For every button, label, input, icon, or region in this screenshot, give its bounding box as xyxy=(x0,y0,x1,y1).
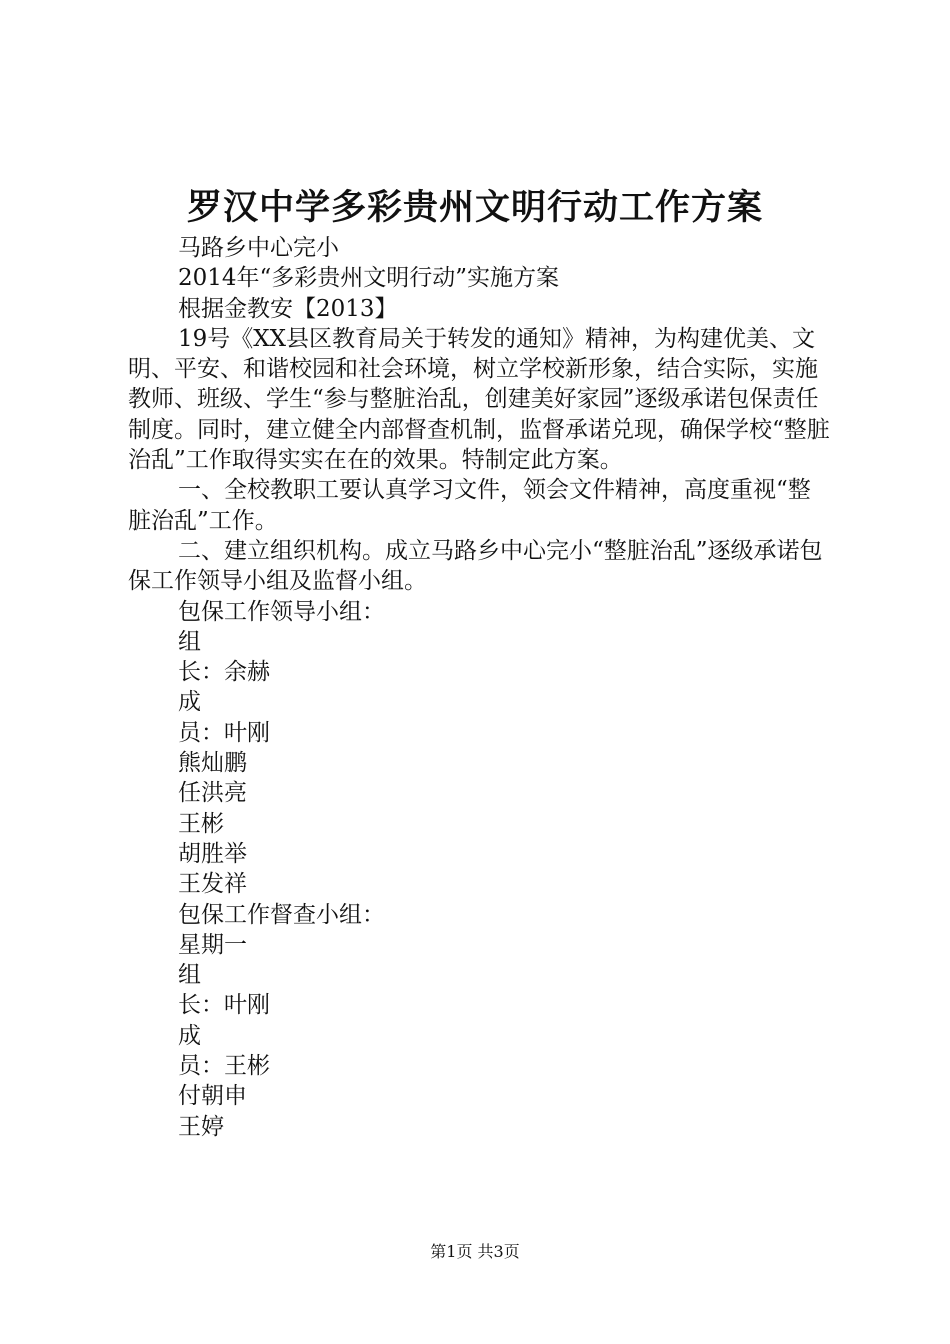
intro-paragraph: 19号《XX县区教育局关于转发的通知》精神，为构建优美、文明、平安、和谐校园和社会环境，树立学校新形象，结合实际，实施教师、班级、学生“参与整脏治乱，创建美好家园”逐级承诺包保责任制度。同时，建立健全内部督查机制，监督承诺兑现，确保学校“整脏治乱”工作取得实实在在的效果。特制定此方案。 xyxy=(128,325,830,474)
leader-group-line: 熊灿鹏 xyxy=(178,750,247,777)
school-name: 马路乡中心完小 xyxy=(178,235,339,261)
leader-group-line: 员：叶刚 xyxy=(178,719,270,746)
leader-group-line: 成 xyxy=(178,689,201,716)
inspect-group-line: 员：王彬 xyxy=(178,1053,270,1080)
section-two: 二、建立组织机构。成立马路乡中心完小“整脏治乱”逐级承诺包保工作领导小组及监督小组。 xyxy=(128,537,823,595)
inspect-group-line: 成 xyxy=(178,1022,201,1049)
leader-group-line: 任洪亮 xyxy=(178,780,247,807)
leader-group-line: 长：余赫 xyxy=(178,659,270,686)
leader-group-heading: 包保工作领导小组： xyxy=(178,598,385,625)
leader-group-line: 组 xyxy=(178,628,201,655)
document-title: 罗汉中学多彩贵州文明行动工作方案 xyxy=(186,187,763,228)
plan-subtitle: 2014年“多彩贵州文明行动”实施方案 xyxy=(178,265,560,292)
leader-group-line: 王发祥 xyxy=(178,871,247,898)
leader-group-line: 王彬 xyxy=(178,810,224,837)
inspect-group-line: 星期一 xyxy=(178,931,247,958)
basis-line: 根据金教安【2013】 xyxy=(178,295,398,322)
inspect-group-line: 长：叶刚 xyxy=(178,992,270,1019)
inspect-group-line: 王婷 xyxy=(178,1113,224,1140)
page-number-footer: 第1页 共3页 xyxy=(430,1242,520,1261)
document-body xyxy=(128,233,833,1142)
inspect-group-line: 组 xyxy=(178,962,201,989)
inspect-group-line: 付朝申 xyxy=(178,1083,247,1110)
inspect-group-heading: 包保工作督查小组： xyxy=(178,901,385,928)
section-one: 一、全校教职工要认真学习文件，领会文件精神，高度重视“整脏治乱”工作。 xyxy=(128,477,811,534)
leader-group-line: 胡胜举 xyxy=(178,840,247,867)
